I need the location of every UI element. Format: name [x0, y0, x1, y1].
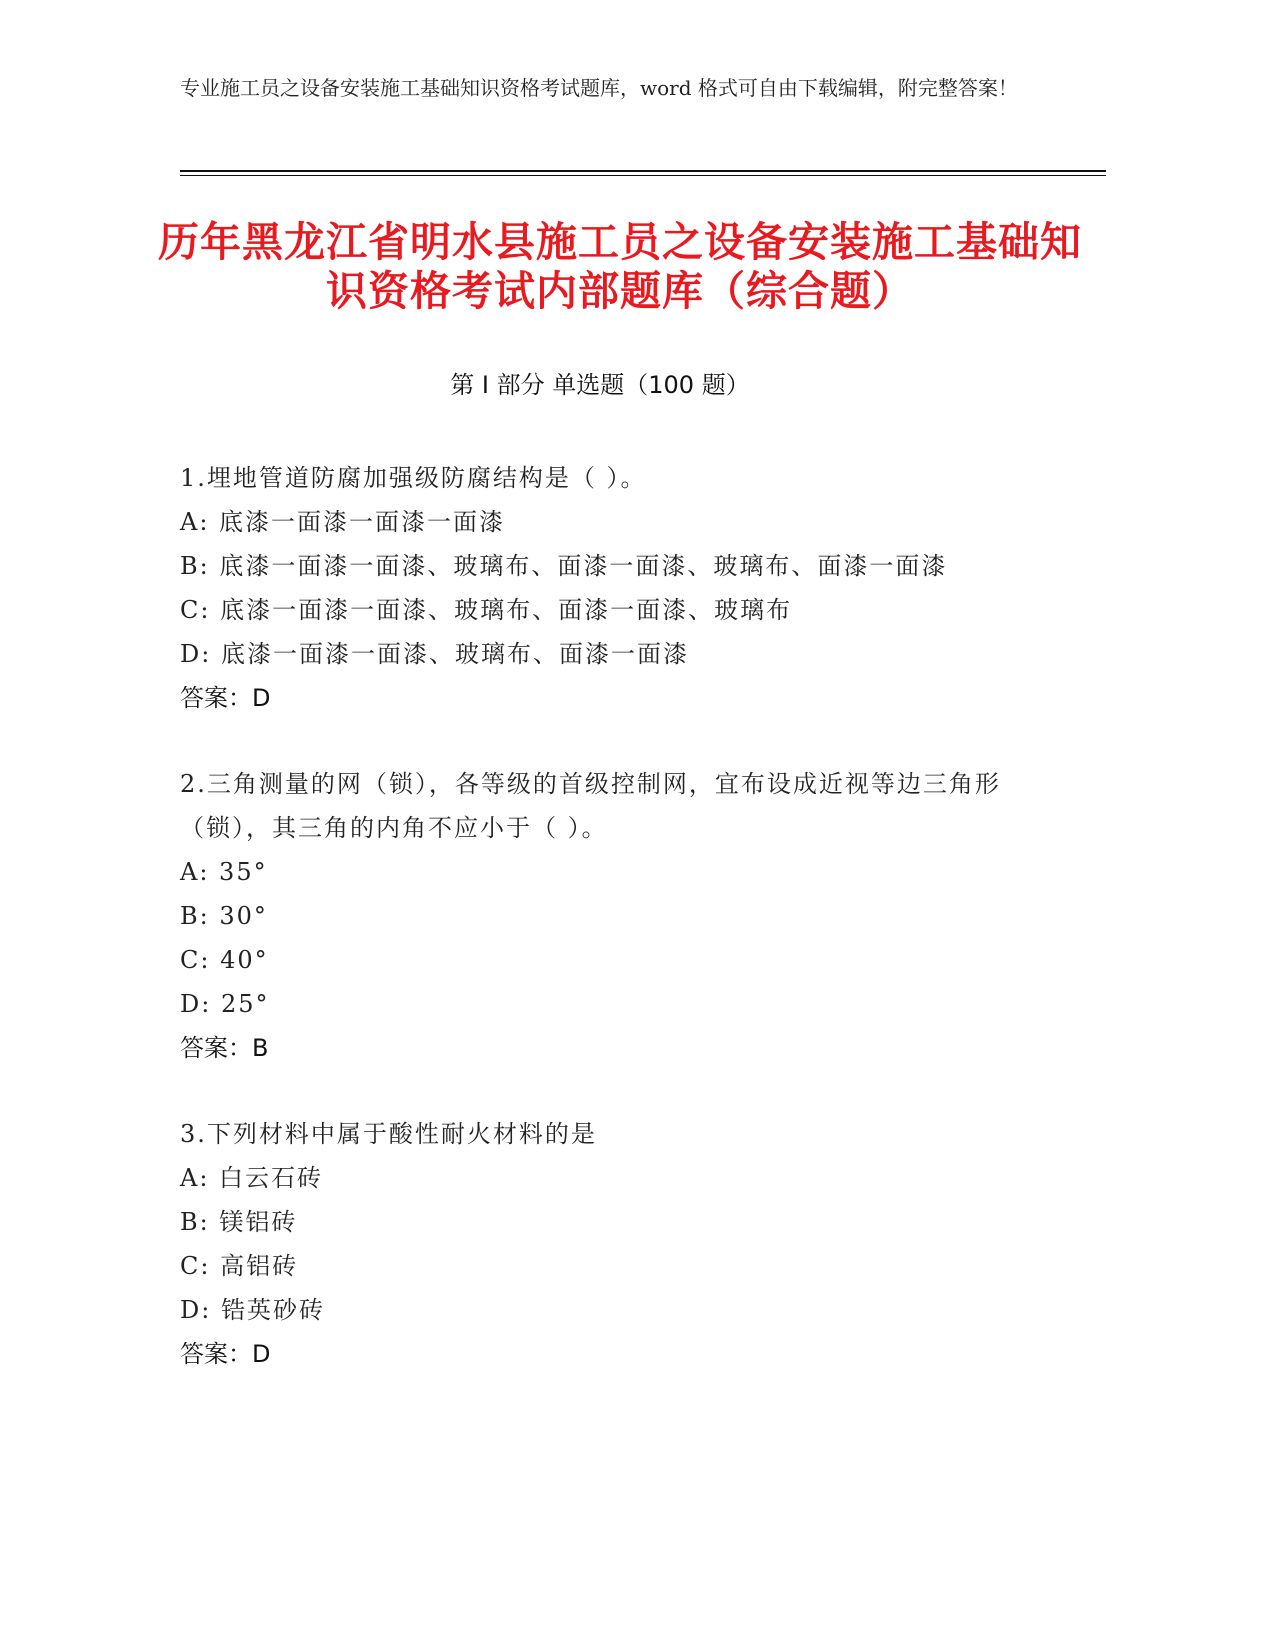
question-stem: 1.埋地管道防腐加强级防腐结构是（ ）。	[180, 464, 647, 492]
option-b: B: 底漆一面漆一面漆、玻璃布、面漆一面漆、玻璃布、面漆一面漆	[180, 552, 948, 580]
option-d: D: 底漆一面漆一面漆、玻璃布、面漆一面漆	[180, 640, 689, 668]
option-a: A: 白云石砖	[180, 1164, 324, 1192]
answer: 答案：B	[180, 1034, 269, 1062]
option-b: B: 30°	[180, 902, 268, 930]
question-list	[180, 456, 1040, 1418]
header-rule-thin	[180, 175, 1106, 176]
option-d: D: 锆英砂砖	[180, 1296, 325, 1324]
answer: 答案：D	[180, 1340, 271, 1368]
option-b: B: 镁铝砖	[180, 1208, 298, 1236]
option-c: C: 底漆一面漆一面漆、玻璃布、面漆一面漆、玻璃布	[180, 596, 793, 624]
option-c: C: 高铝砖	[180, 1252, 299, 1280]
option-d: D: 25°	[180, 990, 270, 1018]
question-stem: 2.三角测量的网（锁），各等级的首级控制网，宜布设成近视等边三角形（锁），其三角的内角不应小于（ ）。	[180, 770, 1001, 842]
question-stem: 3.下列材料中属于酸性耐火材料的是	[180, 1120, 597, 1148]
option-a: A: 35°	[180, 858, 268, 886]
header-rule-thick	[180, 170, 1106, 172]
question-1	[180, 456, 1040, 720]
option-c: C: 40°	[180, 946, 269, 974]
document-title: 历年黑龙江省明水县施工员之设备安装施工基础知识资格考试内部题库（综合题）	[158, 218, 1082, 315]
option-a: A: 底漆一面漆一面漆一面漆	[180, 508, 506, 536]
answer: 答案：D	[180, 684, 271, 712]
header-note: 专业施工员之设备安装施工基础知识资格考试题库，word 格式可自由下载编辑，附完整答案！	[180, 76, 1018, 100]
question-2	[180, 762, 1040, 1070]
section-title: 第 I 部分 单选题（100 题）	[450, 371, 750, 399]
question-3	[180, 1112, 1040, 1376]
